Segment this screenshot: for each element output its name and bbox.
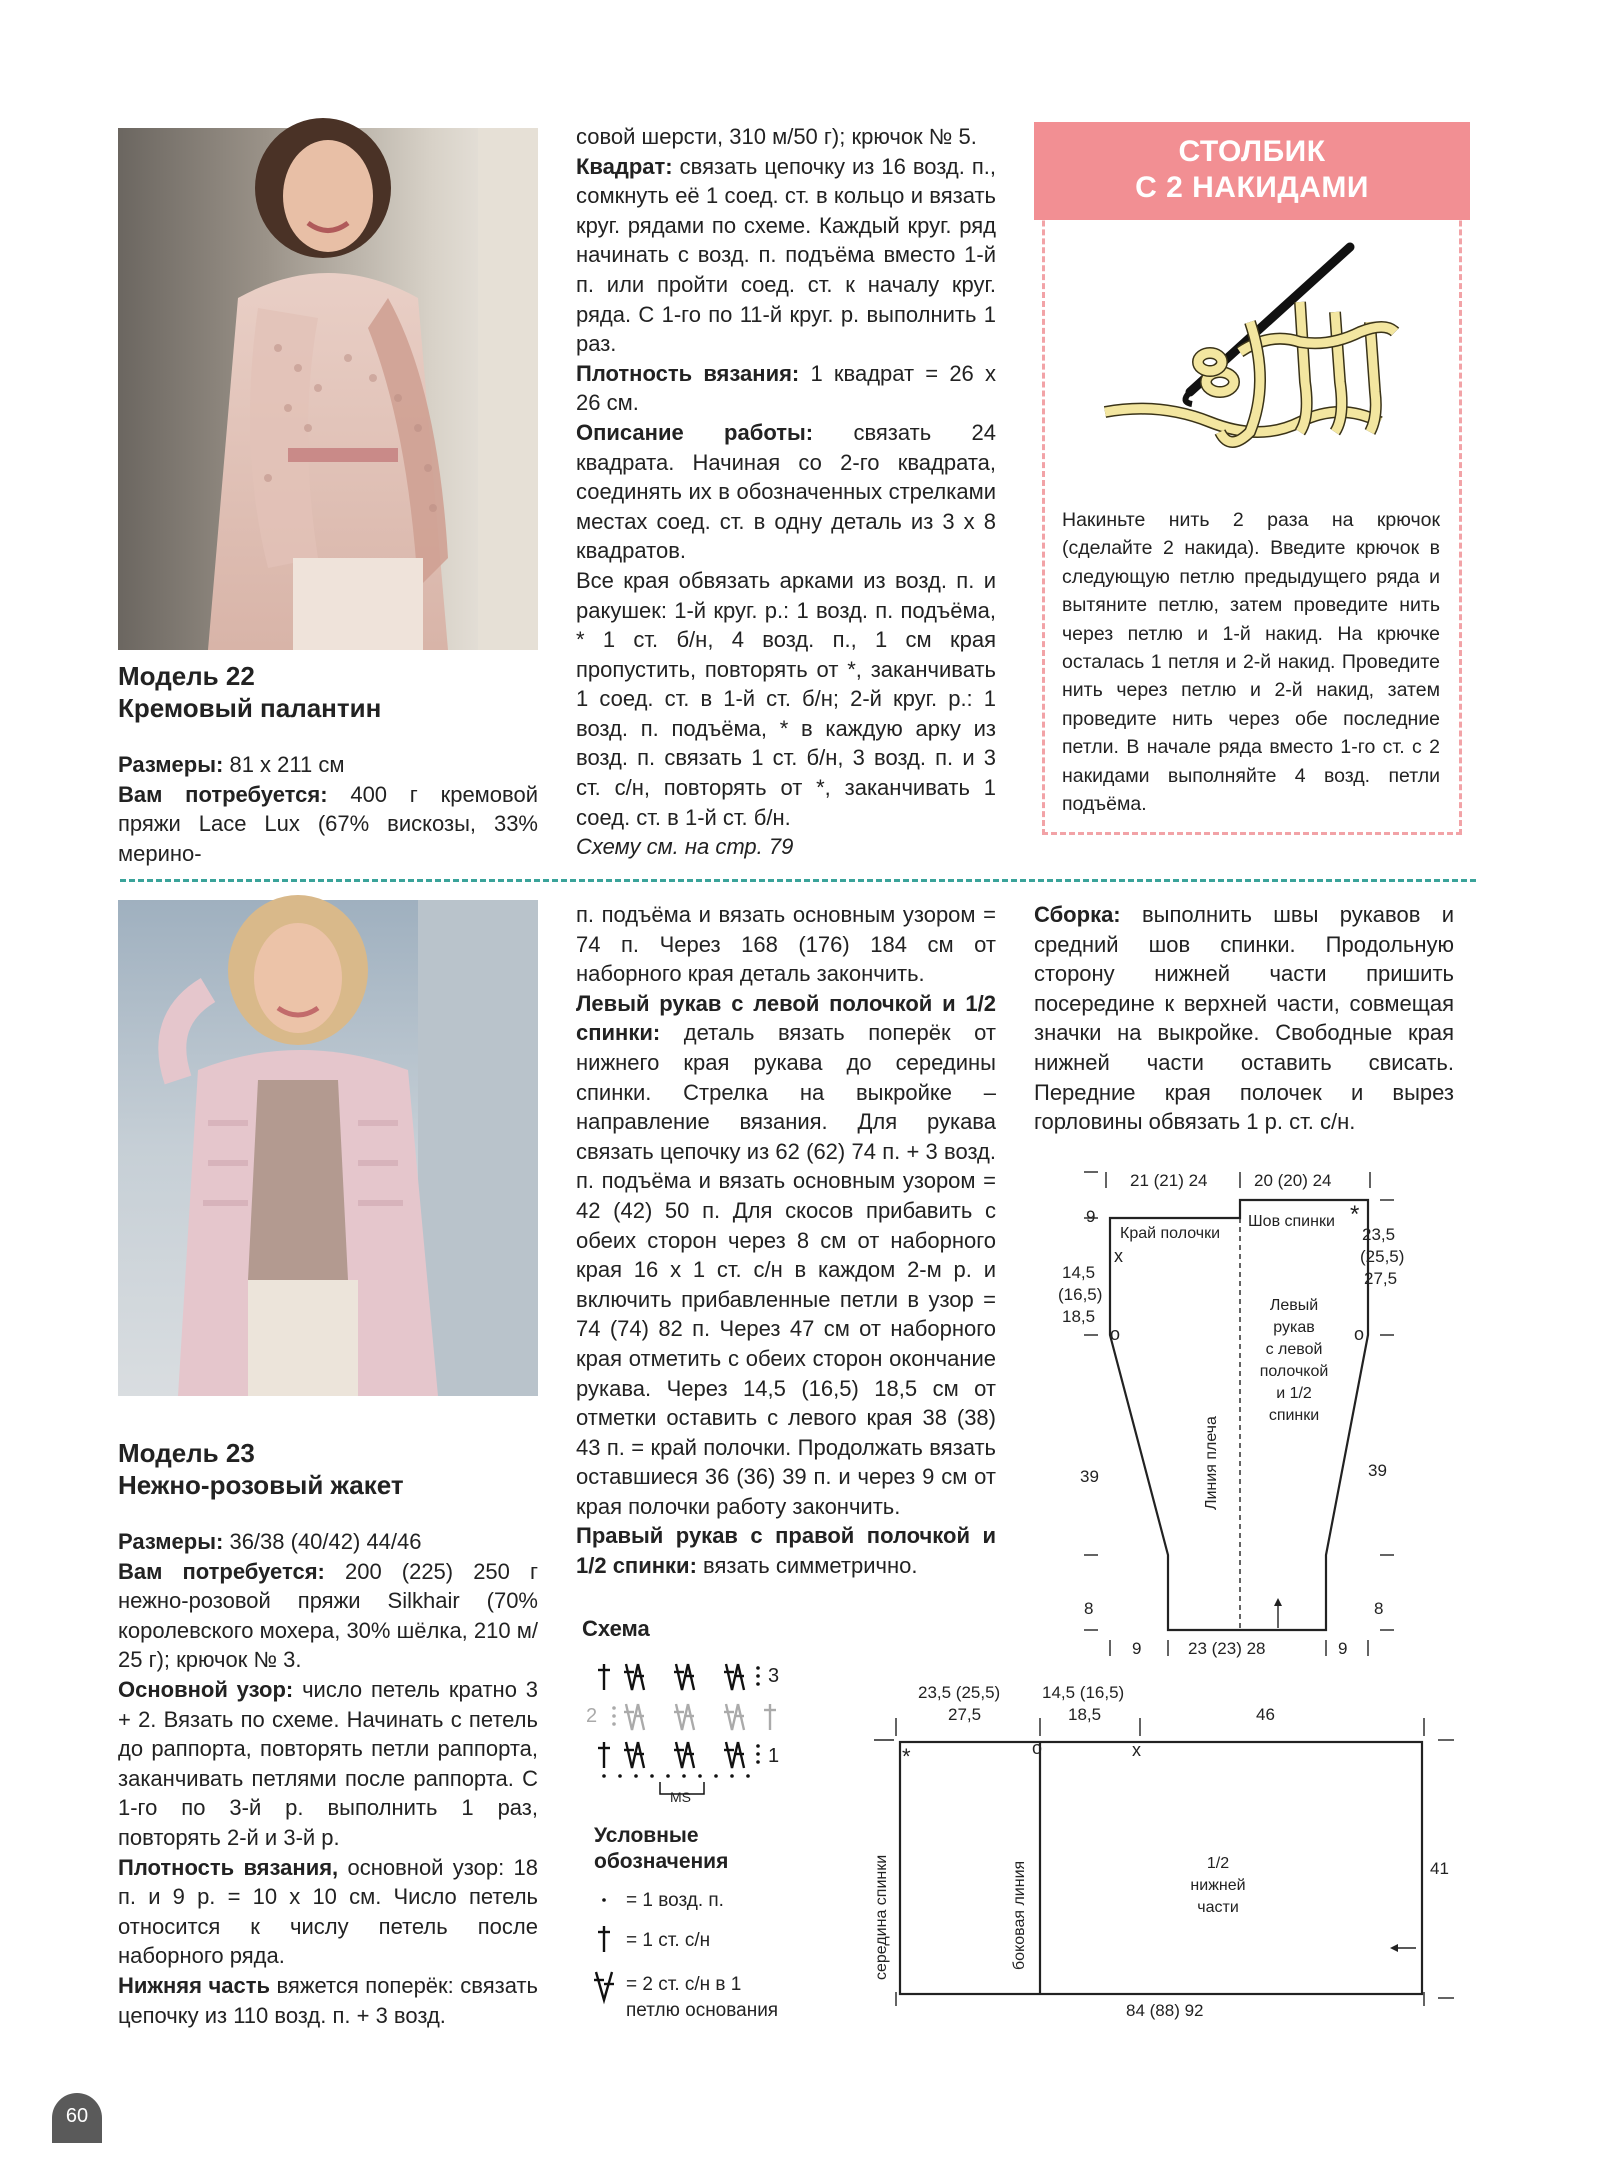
dim-right-235c: 27,5 [1364, 1269, 1398, 1288]
piece-label-3: с левой [1265, 1341, 1323, 1358]
dim-left-39: 39 [1080, 1467, 1099, 1486]
mark-o-right: o [1354, 1324, 1365, 1344]
model23-mid-text: п. подъёма и вязать основным узором = 74 п. Через 168 (176) 184 см от наборного края деталь закончить. Левый рукав с левой полочкой и 1/2 спинки: деталь вязать поперёк от нижнего края рукава до середины спинки. Стрелка на выкройке – направление вязания. Для рукава связать цепочку из 62 (62) 74 п. + 3 возд. п. подъёма и вязать основным узором = 42 (42) 50 п. Для скосов прибавить с обеих сторон через 8 см от наборного края 16 x 1 ст. с/н в каждом 2-м р. и включить прибавленные петли в узор = 74 (74) 82 п. Через 47 см от наборного края отметить с обеих сторон окончание рукава. Через 14,5 (16,5) 18,5 см от отметки оставить с левого края 38 (38) 43 п. = край полочки. Продолжать вязать оставшиеся 36 (36) 39 п. и через 9 см от края полочки работу закончить. Правый рукав с правой полочкой и 1/2 спинки: вязать симметрично. [576, 902, 996, 1579]
model22-name: Кремовый палантин [118, 693, 382, 723]
piece-label-4: полочкой [1259, 1363, 1329, 1380]
scheme-row-1 [598, 1742, 744, 1768]
two-dc-in-one-icon [594, 1972, 614, 2000]
model23-photo [118, 900, 538, 1396]
lower-label-3: части [1197, 1899, 1239, 1916]
dim-right-235a: 23,5 [1362, 1225, 1396, 1244]
mark-star: * [1350, 1201, 1360, 1228]
legend-title-line1: Условные [594, 1824, 699, 1847]
scheme-row-3-num: 3 [768, 1665, 780, 1687]
legend [592, 1822, 832, 2032]
infobox-title-line2: С 2 НАКИДАМИ [1135, 171, 1369, 204]
legend-item-3-line2: петлю основания [626, 2000, 779, 2021]
dim-top1-b: 27,5 [948, 1705, 982, 1724]
dim-left-8: 8 [1084, 1599, 1094, 1618]
page-number: 60 [52, 2093, 102, 2143]
mark-o-2: o [1032, 1738, 1043, 1758]
dim-left-9: 9 [1086, 1207, 1096, 1226]
back-middle-label: середина спинки [873, 1854, 890, 1980]
scheme-row-2 [624, 1704, 776, 1730]
scheme-ms: MS [670, 1789, 691, 1805]
dim-left-145b: (16,5) [1058, 1285, 1103, 1304]
sleeve-outline [1110, 1200, 1368, 1630]
mark-x-2: x [1132, 1740, 1141, 1760]
scheme-row-3 [598, 1664, 744, 1690]
scheme-row-1-num: 1 [768, 1745, 780, 1767]
dim-bottom-mid: 23 (23) 28 [1188, 1639, 1266, 1658]
section-divider [120, 879, 1476, 882]
lower-label-1: 1/2 [1206, 1855, 1230, 1872]
dim-bottom-9l: 9 [1132, 1639, 1142, 1658]
infobox-text: Накиньте нить 2 раза на крючок (сделайте 2 накида). Введите крючок в следующую петлю предыдущего ряда и вытяните петлю, затем проведите нить через петлю и 1-й накид. На крючке осталась 1 петля и 2-й накид. Проведите нить через петлю и 2-й накид, затем проведите нить через обе последние петли. В начале ряда вместо 1-го ст. с 2 накидами выполняйте 4 возд. петли подъёма. [1062, 509, 1440, 816]
dim-top3: 46 [1256, 1705, 1275, 1724]
double-crochet-icon [598, 1926, 610, 1952]
side-line-label: боковая линия [1011, 1860, 1028, 1970]
infobox-title [1034, 122, 1470, 220]
legend-title-line2: обозначения [594, 1850, 729, 1873]
dim-bottom-9r: 9 [1338, 1639, 1348, 1658]
model22-mid-text: совой шерсти, 310 м/50 г); крючок № 5. Квадрат: связать цепочку из 16 возд. п., сомкнуть её 1 соед. ст. в кольцо и вязать круг. рядами по схеме. Каждый круг. ряд начинать с возд. п. подъёма вместо 1-й п. или пройти соед. ст. к началу круг. ряда. С 1-го по 11-й круг. р. выполнить 1 раз. Плотность вязания: 1 квадрат = 26 x 26 см. Описание работы: связать 24 квадрата. Начиная со 2-го квадрата, соединять их в обозначенных стрелками местах соед. ст. в одну деталь из 3 x 8 квадратов. Все края обвязать арками из возд. п. и ракушек: 1-й круг. р.: 1 возд. п. подъёма, * 1 ст. б/н, 4 возд. п., 1 см края пропустить, повторять от *, заканчивать 1 соед. ст. в 1-й ст. б/н; 2-й круг. р.: 1 возд. п. подъёма, * в каждую арку из возд. п. связать 1 ст. б/н, 3 возд. п. и 3 ст. с/н, повторять от *, заканчивать 1 соед. ст. в 1-й ст. б/н. Схему см. на стр. 79 [576, 124, 996, 860]
model23-right-text: Сборка: выполнить швы рукавов и средний шов спинки. Продольную сторону нижней части пришить посередине к верхней части, совмещая значки на выкройке. Свободные края нижней части оставить свисать. Передние края полочек и вырез горловины обвязать 1 р. ст. с/н. [1034, 902, 1454, 1135]
dim-top2-a: 14,5 (16,5) [1042, 1683, 1125, 1702]
model23-title [118, 1437, 558, 1501]
label-edge: Край полочки [1120, 1225, 1221, 1242]
piece-label-1: Левый [1269, 1297, 1319, 1314]
model22-number: Модель 22 [118, 661, 255, 691]
dim-bottom-84: 84 (88) 92 [1126, 2001, 1204, 2020]
dim-right-41: 41 [1430, 1859, 1449, 1878]
legend-item-2: = 1 ст. с/н [626, 1930, 711, 1951]
dim-top-left: 21 (21) 24 [1130, 1171, 1208, 1190]
lower-label-2: нижней [1190, 1877, 1246, 1894]
model23-name: Нежно-розовый жакет [118, 1470, 404, 1500]
piece-label-6: спинки [1268, 1407, 1320, 1424]
dim-right-235b: (25,5) [1360, 1247, 1405, 1266]
mark-star-2: * [902, 1744, 911, 1769]
legend-item-1: = 1 возд. п. [626, 1890, 724, 1911]
scheme-title: Схема [582, 1616, 650, 1641]
stitch-scheme [582, 1612, 822, 1812]
shoulder-line-label: Линия плеча [1203, 1416, 1220, 1510]
piece-label-5: и 1/2 [1276, 1385, 1312, 1402]
dim-top-right: 20 (20) 24 [1254, 1171, 1332, 1190]
lower-part-outline [900, 1742, 1422, 1994]
mark-x-left: x [1114, 1246, 1123, 1266]
model22-photo [118, 128, 538, 650]
pattern-sleeve [1058, 1160, 1418, 1670]
mark-o-left: o [1110, 1324, 1121, 1344]
model22-left-text: Размеры: 81 x 211 см Вам потребуется: 400 г кремовой пряжи Lace Lux (67% вискозы, 33% мерино- [118, 752, 538, 866]
dim-top1-a: 23,5 (25,5) [918, 1683, 1001, 1702]
infobox-title-line1: СТОЛБИК [1178, 135, 1326, 168]
dim-top2-b: 18,5 [1068, 1705, 1102, 1724]
scheme-row-2-num: 2 [586, 1705, 598, 1727]
dim-right-39: 39 [1368, 1461, 1387, 1480]
chain-stitch-icon [602, 1898, 606, 1902]
legend-item-3-line1: = 2 ст. с/н в 1 [626, 1974, 742, 1995]
pattern-lower-part [864, 1680, 1464, 2020]
dim-right-8: 8 [1374, 1599, 1384, 1618]
dim-left-145a: 14,5 [1062, 1263, 1096, 1282]
dim-left-145c: 18,5 [1062, 1307, 1096, 1326]
label-seam: Шов спинки [1248, 1213, 1335, 1230]
piece-label-2: рукав [1273, 1319, 1315, 1336]
model23-number: Модель 23 [118, 1438, 255, 1468]
model22-title [118, 660, 558, 724]
model23-left-text: Размеры: 36/38 (40/42) 44/46 Вам потребуется: 200 (225) 250 г нежно-розовой пряжи Silkhair (70% королевского мохера, 30% шёлка, 210 м/ 25 г); крючок № 3. Основной узор: число петель кратно 3 + 2. Вязать по схеме. Начинать с петель до раппорта, повторять петли раппорта, заканчивать петлями после раппорта. С 1-го по 3-й р. выполнить 1 раз, повторять 2-й и 3-й р. Плотность вязания, основной узор: 18 п. и 9 р. = 10 x 10 см. Число петель относится к числу петель после наборного ряда. Нижняя часть вяжется поперёк: связать цепочку из 110 возд. п. + 3 возд. [118, 1529, 539, 2028]
crochet-hook-illustration [1100, 232, 1400, 492]
